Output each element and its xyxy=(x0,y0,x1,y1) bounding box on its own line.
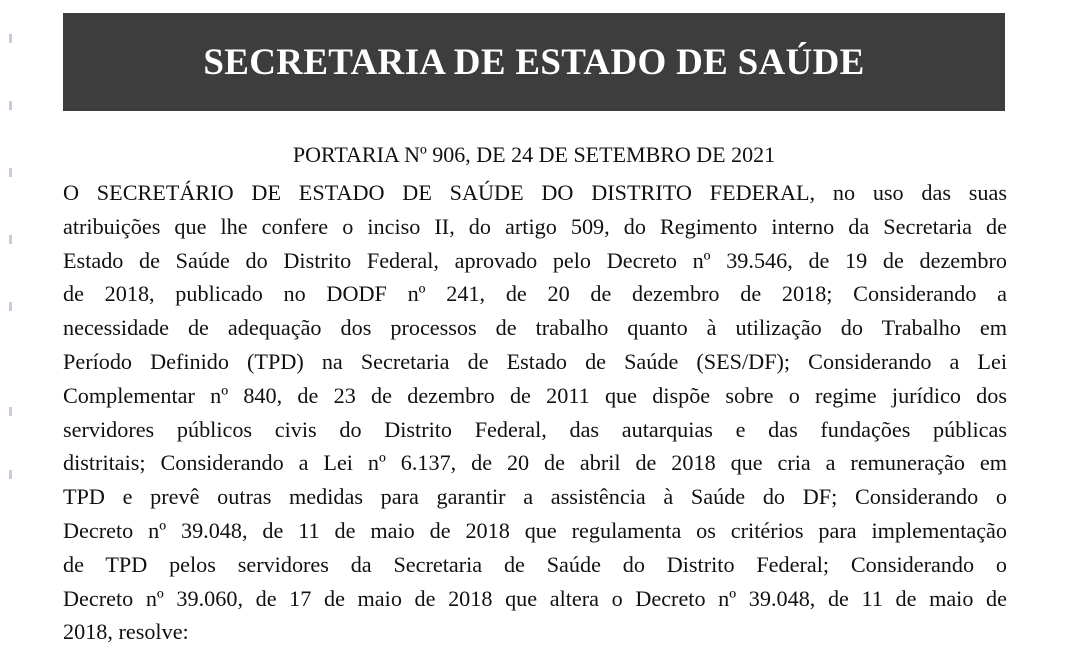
body-line: de TPD pelos servidores da Secretaria de Saúde do Distrito Federal; Considerando o xyxy=(63,551,1007,577)
margin-mark xyxy=(9,235,12,244)
body-line: de 2018, publicado no DODF nº 241, de 20 de dezembro de 2018; Considerando a xyxy=(63,281,1007,307)
margin-mark xyxy=(9,168,12,177)
margin-mark xyxy=(9,302,12,311)
margin-mark xyxy=(9,34,12,43)
section-header-bar xyxy=(63,13,1005,111)
body-line: Decreto nº 39.060, de 17 de maio de 2018 que altera o Decreto nº 39.048, de 11 de maio de xyxy=(63,585,1007,611)
body-line: 2018, resolve: xyxy=(63,619,189,645)
body-line: TPD e prevê outras medidas para garantir a assistência à Saúde do DF; Considerando o xyxy=(63,484,1007,510)
portaria-title: PORTARIA Nº 906, DE 24 DE SETEMBRO DE 2021 xyxy=(292,142,776,167)
section-header-title: SECRETARIA DE ESTADO DE SAÚDE xyxy=(203,41,865,83)
body-line: servidores públicos civis do Distrito Federal, das autarquias e das fundações públicas xyxy=(63,416,1007,442)
body-line: Decreto nº 39.048, de 11 de maio de 2018 que regulamenta os critérios para implementação xyxy=(63,517,1007,543)
body-line: Período Definido (TPD) na Secretaria de Estado de Saúde (SES/DF); Considerando a Lei xyxy=(63,348,1007,374)
margin-mark xyxy=(9,470,12,479)
body-line: atribuições que lhe confere o inciso II, do artigo 509, do Regimento interno da Secretaria de xyxy=(63,213,1007,239)
body-line: necessidade de adequação dos processos de trabalho quanto à utilização do Trabalho em xyxy=(63,315,1007,341)
portaria-body xyxy=(63,176,1007,649)
body-line: O SECRETÁRIO DE ESTADO DE SAÚDE DO DISTRITO FEDERAL, no uso das suas xyxy=(63,180,1007,205)
margin-mark xyxy=(9,101,12,110)
body-line: Estado de Saúde do Distrito Federal, aprovado pelo Decreto nº 39.546, de 19 de dezembro xyxy=(63,247,1007,273)
body-line: Complementar nº 840, de 23 de dezembro de 2011 que dispõe sobre o regime jurídico dos xyxy=(63,382,1007,408)
body-line: distritais; Considerando a Lei nº 6.137, de 20 de abril de 2018 que cria a remuneração em xyxy=(63,450,1007,476)
margin-mark xyxy=(9,407,12,416)
